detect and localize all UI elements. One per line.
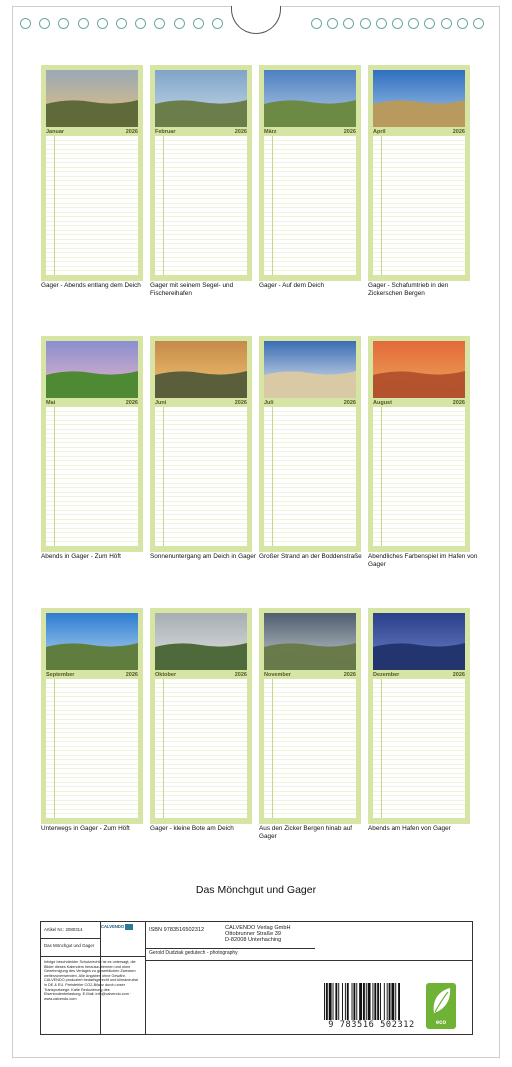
isbn-text: ISBN 9783516502312 bbox=[149, 927, 205, 933]
publisher-address bbox=[225, 925, 291, 944]
photo-caption: Sonnenuntergang am Deich in Gager bbox=[150, 553, 256, 560]
month-card bbox=[259, 336, 361, 552]
barcode-number: 9 783516 502312 bbox=[322, 1020, 421, 1030]
eco-badge bbox=[426, 983, 456, 1029]
dune-beach-photo bbox=[264, 341, 356, 398]
binding-ring-icon bbox=[58, 18, 69, 29]
binding-ring-icon bbox=[343, 18, 354, 29]
binding-ring-icon bbox=[392, 18, 403, 29]
month-name: März bbox=[264, 129, 277, 135]
day-grid bbox=[373, 407, 465, 546]
day-grid bbox=[46, 679, 138, 818]
binding-ring-icon bbox=[327, 18, 338, 29]
dusk-village-photo bbox=[46, 70, 138, 127]
month-year: 2026 bbox=[452, 400, 465, 406]
month-card bbox=[41, 65, 143, 281]
article-number: Artikel Nr.: 2080314 bbox=[44, 927, 83, 932]
photo-caption: Gager mit seinem Segel- und Fischereihafen bbox=[150, 282, 234, 297]
houses-meadow-photo bbox=[46, 341, 138, 398]
day-grid bbox=[155, 136, 247, 275]
month-header bbox=[373, 399, 465, 407]
binding-ring-icon bbox=[39, 18, 50, 29]
binding-rings bbox=[0, 16, 512, 32]
month-name: April bbox=[373, 129, 386, 135]
month-card bbox=[368, 65, 470, 281]
calvendo-logo: CALVENDO bbox=[101, 924, 133, 930]
day-grid bbox=[155, 679, 247, 818]
binding-ring-icon bbox=[174, 18, 185, 29]
month-card bbox=[150, 336, 252, 552]
month-header bbox=[264, 399, 356, 407]
photo-caption: Unterwegs in Gager - Zum Höft bbox=[41, 825, 130, 832]
month-year: 2026 bbox=[234, 400, 247, 406]
month-name: August bbox=[373, 400, 392, 406]
month-name: Mai bbox=[46, 400, 56, 406]
day-grid bbox=[373, 136, 465, 275]
day-grid bbox=[155, 407, 247, 546]
binding-ring-icon bbox=[360, 18, 371, 29]
photo-caption: Gager - Auf dem Deich bbox=[259, 282, 325, 289]
month-card bbox=[259, 65, 361, 281]
binding-ring-icon bbox=[116, 18, 127, 29]
photo-caption: Gager - Abends entlang dem Deich bbox=[41, 282, 141, 289]
calvendo-mark-icon bbox=[125, 924, 133, 930]
sheep-hills-photo bbox=[373, 70, 465, 127]
month-year: 2026 bbox=[343, 129, 356, 135]
binding-ring-icon bbox=[212, 18, 223, 29]
month-name: Februar bbox=[155, 129, 176, 135]
publisher-street: Ottobrunner Straße 39 bbox=[225, 931, 281, 938]
photo-caption: Aus den Zicker Bergen hinab auf Gager bbox=[259, 825, 353, 840]
harbor-sunset-photo bbox=[373, 341, 465, 398]
month-header bbox=[264, 128, 356, 136]
dike-path-photo bbox=[264, 70, 356, 127]
month-header bbox=[373, 671, 465, 679]
village-harbor-photo bbox=[155, 70, 247, 127]
binding-ring-icon bbox=[311, 18, 322, 29]
month-card bbox=[41, 336, 143, 552]
photo-caption: Gager - kleine Bote am Deich bbox=[150, 825, 234, 832]
day-grid bbox=[373, 679, 465, 818]
boats-channel-photo bbox=[155, 613, 247, 670]
month-name: Juni bbox=[155, 400, 167, 406]
binding-ring-icon bbox=[457, 18, 468, 29]
month-name: September bbox=[46, 672, 75, 678]
binding-ring-icon bbox=[408, 18, 419, 29]
month-year: 2026 bbox=[125, 129, 138, 135]
binding-ring-icon bbox=[154, 18, 165, 29]
month-header bbox=[155, 128, 247, 136]
night-harbor-photo bbox=[373, 613, 465, 670]
month-year: 2026 bbox=[343, 672, 356, 678]
month-year: 2026 bbox=[234, 129, 247, 135]
month-name: November bbox=[264, 672, 291, 678]
month-year: 2026 bbox=[125, 672, 138, 678]
month-card bbox=[368, 608, 470, 824]
month-header bbox=[373, 128, 465, 136]
eco-label: eco bbox=[435, 1020, 447, 1026]
photo-caption: Abends am Hafen von Gager bbox=[368, 825, 451, 832]
binding-ring-icon bbox=[78, 18, 89, 29]
binding-ring-icon bbox=[473, 18, 484, 29]
month-year: 2026 bbox=[452, 129, 465, 135]
month-name: Dezember bbox=[373, 672, 400, 678]
month-card bbox=[41, 608, 143, 824]
day-grid bbox=[264, 679, 356, 818]
photographer-credit: Gerold Dudziak gedutech - photography bbox=[149, 950, 238, 956]
day-grid bbox=[46, 136, 138, 275]
publisher-city: D-82008 Unterhaching bbox=[225, 937, 282, 944]
month-header bbox=[155, 671, 247, 679]
month-year: 2026 bbox=[125, 400, 138, 406]
month-year: 2026 bbox=[234, 672, 247, 678]
disclaimer-text: Infolge beschränkter Schutzrechte ist es untersagt, die Bilder dieses Kalenders herauszutrennen und ohne Genehmigung des Verlages zu gewerblichen Zwecken weiterzuverwenden. Alle Angaben ohne Gewähr. CALVENDO produziert bedarfsgerecht und klimaneutral in DE & EU. Preisfehler CO2-Bilanz durch unser Transportwege. Kalte Reduzierung des Eisenbodenbelastung. E-Mail: info@calvendo.com · www.calvendo.com bbox=[44, 960, 138, 1001]
binding-ring-icon bbox=[376, 18, 387, 29]
binding-ring-icon bbox=[441, 18, 452, 29]
month-header bbox=[46, 671, 138, 679]
month-card bbox=[368, 336, 470, 552]
month-name: Oktober bbox=[155, 672, 177, 678]
month-card bbox=[259, 608, 361, 824]
binding-ring-icon bbox=[424, 18, 435, 29]
photo-caption: Abends in Gager - Zum Höft bbox=[41, 553, 121, 560]
work-title: Das Mönchgut und Gager bbox=[44, 943, 95, 948]
binding-ring-icon bbox=[97, 18, 108, 29]
photo-caption: Abendliches Farbenspiel im Hafen von Gager bbox=[368, 553, 478, 568]
day-grid bbox=[264, 407, 356, 546]
month-name: Januar bbox=[46, 129, 65, 135]
publisher-name: CALVENDO Verlag GmbH bbox=[225, 925, 291, 931]
month-year: 2026 bbox=[343, 400, 356, 406]
month-card bbox=[150, 608, 252, 824]
hill-view-photo bbox=[264, 613, 356, 670]
month-header bbox=[155, 399, 247, 407]
binding-ring-icon bbox=[135, 18, 146, 29]
day-grid bbox=[264, 136, 356, 275]
leaf-icon bbox=[426, 983, 456, 1019]
month-header bbox=[264, 671, 356, 679]
photo-caption: Gager - Schafumtrieb in den Zickerschen Bergen bbox=[368, 282, 449, 297]
photo-caption: Großer Strand an der Boddenstraße bbox=[259, 553, 362, 560]
thatched-house-photo bbox=[46, 613, 138, 670]
month-header bbox=[46, 128, 138, 136]
month-card bbox=[150, 65, 252, 281]
binding-ring-icon bbox=[20, 18, 31, 29]
calendar-title: Das Mönchgut und Gager bbox=[195, 884, 317, 896]
sunset-reeds-photo bbox=[155, 341, 247, 398]
binding-ring-icon bbox=[193, 18, 204, 29]
day-grid bbox=[46, 407, 138, 546]
month-year: 2026 bbox=[452, 672, 465, 678]
month-name: Juli bbox=[264, 400, 274, 406]
month-header bbox=[46, 399, 138, 407]
